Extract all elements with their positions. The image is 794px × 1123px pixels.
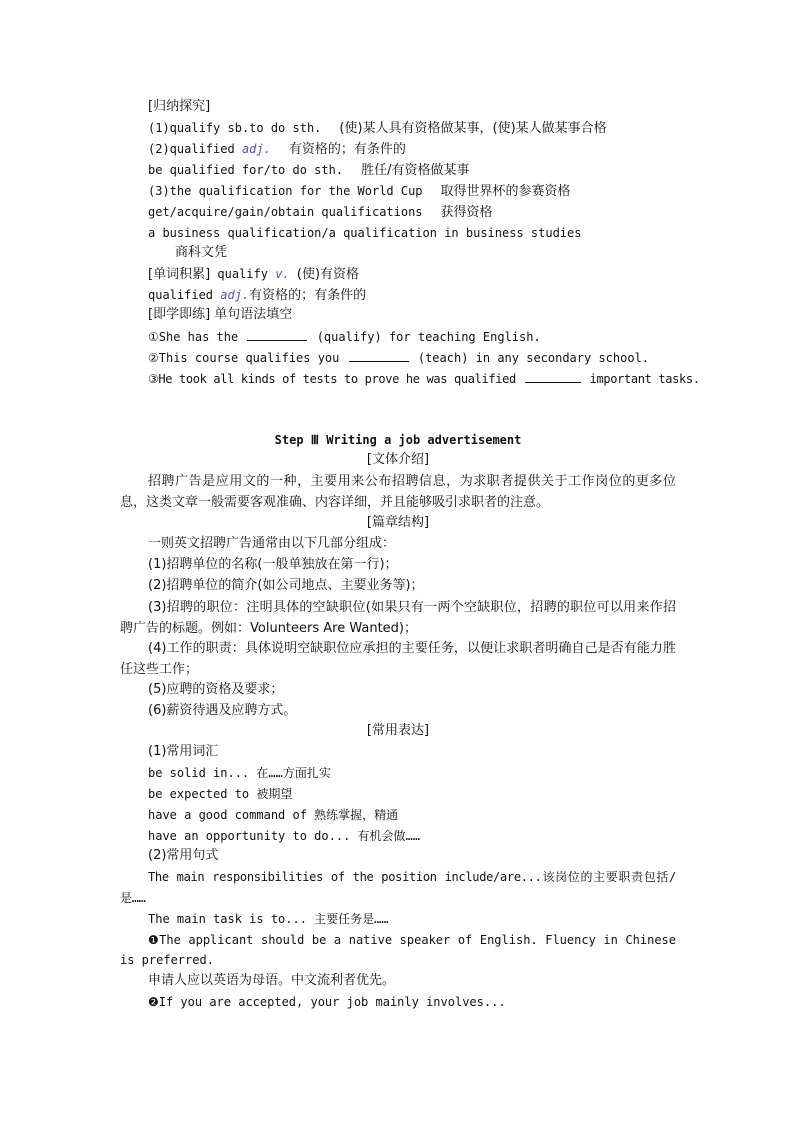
phrase-cn: 胜任/有资格做某事 — [361, 163, 470, 178]
vocab-item-3: have a good command of 熟练掌握，精通 — [148, 808, 399, 822]
phrase-cn: 获得资格 — [440, 205, 493, 220]
exercise-1 — [148, 327, 541, 347]
structure-lead: 一则英文招聘广告通常由以下几部分组成： — [148, 536, 396, 551]
definition-line-7: 商科文凭 — [175, 245, 228, 260]
pos-label: adj. — [241, 142, 271, 156]
intro-heading: [文体介绍] — [366, 452, 430, 467]
phrase-cn: 取得世界杯的参赛资格 — [440, 184, 571, 199]
pos-label: adj. — [220, 288, 250, 302]
definition-line-5 — [148, 202, 493, 222]
vocab-item-1: be solid in... 在……方面扎实 — [148, 766, 331, 780]
sentence-pattern-4: ❷If you are accepted, your job mainly involves... — [148, 995, 506, 1009]
exercise-text: ③He took all kinds of tests to prove he was qualified — [148, 372, 516, 386]
phrase-en: get/acquire/gain/obtain qualifications — [148, 205, 423, 219]
phrase-cn: (使)某人具有资格做某事，(使)某人做某事合格 — [339, 121, 607, 136]
sentence-pattern-1: The main responsibilities of the position include/are...该岗位的主要职责包括/是…… — [120, 870, 676, 905]
definition-line-1 — [148, 118, 607, 138]
phrase-en: be qualified for/to do sth. — [148, 163, 344, 177]
vocab-subtitle: (1)常用词汇 — [148, 744, 219, 759]
phrase-cn: 有资格的；有条件的 — [288, 142, 406, 157]
vocab-word: qualified — [148, 288, 214, 302]
practice-title: 单句语法填空 — [214, 307, 293, 322]
definition-line-4 — [148, 181, 571, 201]
vocab-cn: (使)有资格 — [296, 267, 360, 282]
exercise-text: important tasks. — [589, 372, 700, 386]
sentence-pattern-2: The main task is to... 主要任务是…… — [148, 912, 389, 926]
exercise-3 — [148, 369, 700, 389]
structure-item-4: (4)工作的职责：具体说明空缺职位应承担的主要任务，以便让求职者明确自己是否有能力胜任这些工作； — [120, 641, 676, 677]
structure-heading: [篇章结构] — [366, 515, 430, 530]
vocab-item-4: have an opportunity to do... 有机会做…… — [148, 829, 420, 843]
answer-blank[interactable] — [349, 349, 409, 362]
vocab-word: qualify — [217, 267, 268, 281]
phrase-en: (2)qualified — [148, 142, 235, 156]
definition-line-2 — [148, 139, 406, 159]
exercise-text: (qualify) for teaching English. — [316, 330, 541, 344]
vocab-item-2: be expected to 被期望 — [148, 787, 293, 801]
intro-paragraph: 招聘广告是应用文的一种，主要用来公布招聘信息，为求职者提供关于工作岗位的更多位息，这类文章一般需要客观准确、内容详细，并且能够吸引求职者的注意。 — [120, 474, 676, 510]
pos-label: v. — [275, 267, 290, 281]
exercise-text: ①She has the — [148, 330, 239, 344]
sentence-pattern-3: ❶The applicant should be a native speaker of English. Fluency in Chinese is preferred. — [120, 933, 676, 967]
sentence-subtitle: (2)常用句式 — [148, 848, 219, 863]
section-heading-summary: [归纳探究] — [148, 99, 211, 114]
definition-line-3 — [148, 160, 469, 180]
structure-item-5: (5)应聘的资格及要求； — [148, 682, 284, 697]
expression-heading: [常用表达] — [366, 723, 430, 738]
step-title: Step Ⅲ Writing a job advertisement — [274, 433, 522, 447]
exercise-text: (teach) in any secondary school. — [417, 351, 650, 365]
practice-heading-line — [148, 305, 292, 325]
structure-item-3: (3)招聘的职位：注明具体的空缺职位(如果只有一两个空缺职位，招聘的职位可以用来作招聘广告的标题。例如：Volunteers Are Wanted)； — [120, 600, 676, 636]
vocab-line-1 — [148, 264, 359, 284]
sentence-pattern-3-translation: 申请人应以英语为母语。中文流利者优先。 — [148, 973, 396, 988]
phrase-en: (1)qualify sb.to do sth. — [148, 121, 322, 135]
answer-blank[interactable] — [525, 370, 581, 383]
structure-item-6: (6)薪资待遇及应聘方式。 — [148, 703, 297, 718]
structure-item-2: (2)招聘单位的简介(如公司地点、主要业务等)； — [148, 578, 424, 593]
structure-item-1: (1)招聘单位的名称(一般单独放在第一行)； — [148, 557, 398, 572]
definition-line-6: a business qualification/a qualification in business studies — [148, 226, 582, 240]
vocab-line-2 — [148, 285, 366, 305]
practice-heading: [即学即练] — [148, 307, 211, 322]
vocab-cn: 有资格的；有条件的 — [249, 288, 367, 303]
exercise-text: ②This course qualifies you — [148, 351, 340, 365]
exercise-2 — [148, 348, 649, 368]
phrase-en: (3)the qualification for the World Cup — [148, 184, 423, 198]
vocab-heading: [单词积累] — [148, 267, 211, 282]
answer-blank[interactable] — [247, 328, 307, 341]
